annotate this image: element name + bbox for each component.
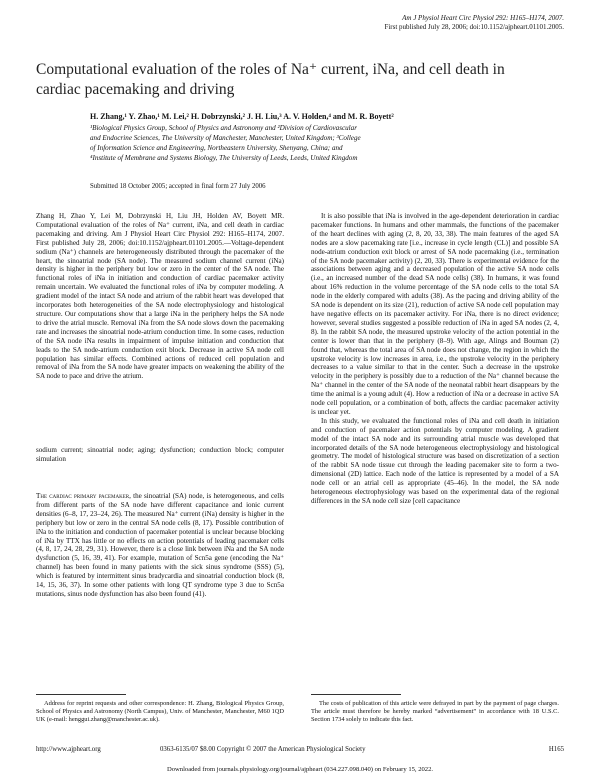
affiliation-line: ¹Biological Physics Group, School of Physics and Astronomy and ²Division of Cardiovascular — [90, 124, 357, 132]
journal-citation: Am J Physiol Heart Circ Physiol 292: H165–H174, 2007. — [402, 14, 564, 22]
first-published-line: First published July 28, 2006; doi:10.1152/ajpheart.01101.2005. — [384, 23, 564, 31]
intro-text: the sinoatrial (SA) node, is heterogeneous, and cells from different parts of the SA node have different capacitance and ionic current densities (6–8, 17, 23–24, 26). The measured Na⁺ current (iNa) density is higher in the periphery but low or zero in the central SA node cells (8, 17). Possible contribution of iNa to the initiation and conduction of pacemaker potential is unclear because blocking of iNa by TTX has little or no effects on action potentials of leading pacemaker cells (4, 8, 17, 24, 28, 29, 31). However, there is a close link between iNa and the SA node dysfunction (5, 16, 39, 41). For example, mutation of Scn5a gene (encoding the Na⁺ channel) has been found in many patients with the sick sinus syndrome (SSS) (5), which is featured by intermittent sinus bradycardia and sinoatrial conduction block (8, 14, 15, 36, 37). In some other patients with long QT syndrome type 3 due to Scn5a mutations, sinus node dysfunction has also been found (41). — [36, 492, 284, 598]
footnote-divider — [311, 694, 401, 695]
title-line-1: Computational evaluation of the roles of Na⁺ current, iNa, and cell death in — [36, 61, 505, 78]
abstract — [36, 212, 284, 381]
keywords — [36, 446, 284, 464]
body-paragraph: It is also possible that iNa is involved in the age-dependent deterioration in cardiac pacemaker functions. In humans and other mammals, the functions of the pacemaker of the heart declines with aging (2, 8, 20, 33, 38). The main features of the aged SA nodes are a slow pacemaking rate [i.e., increase in cycle length (CL)] and possible SA node-atrium conduction exit block or arrest of SA node pacemaking (i.e., termination of the SA node pacemaker activity) (2, 20, 33). There is experimental evidence for the associations between aging and a decreased population of the active SA node cells (i.e., an increased number of the dead SA node cells) (38). In humans, it was found about 16% reduction in the volume percentage of the SA node cells to the total SA node in the elderly compared with adults (38). As the pacing and driving ability of the SA node is dependent on its size (21), reduction of active SA node cell population may have negative effects on its pacemaker activity. For iNa, there is no direct evidence; however, several studies suggested a possible reduction of iNa in aged SA nodes (2, 4, 8). In the rabbit SA node, the measured upstroke velocity of the action potential in the center is lower than that in the periphery (8–9). With age, Alings and Bouman (2) found that, whereas the total area of SA node does not change, the region in which the upstroke velocity is low increases in area, i.e., the upstroke velocity in the periphery decreases to a value similar to that in the center. Such a decrease in the upstroke velocity in the periphery is possibly due to a reduction of the Na⁺ channel because the Na⁺ channel in the center of the SA node of the neonatal rabbit heart disappears by the time the animal is a young adult (4). How a reduction of iNa or a decrease in active SA node cell population, or a combination of both, affects the cardiac pacemaker activity is unclear yet. — [311, 212, 559, 416]
intro-paragraph — [36, 492, 284, 599]
download-notice: Downloaded from journals.physiology.org/journal/ajpheart (034.227.098.040) on February 15, 2022. — [166, 766, 434, 773]
section-lead: The cardiac primary pacemaker, — [36, 492, 131, 500]
keywords-text: sodium current; sinoatrial node; aging; dysfunction; conduction block; computer simulation — [36, 446, 284, 463]
page-charge-footnote: The costs of publication of this article were defrayed in part by the payment of page charges. The article must therefore be hereby marked “advertisement” in accordance with 18 U.S.C. Section 1734 solely to indicate this fact. — [311, 700, 559, 724]
abstract-text: Zhang H, Zhao Y, Lei M, Dobrzynski H, Liu JH, Holden AV, Boyett MR. Computational evaluation of the roles of Na⁺ current, iNa, and cell death in cardiac pacemaking and driving. Am J Physiol Heart Circ Physiol 292: H165–H174, 2007. First published July 28, 2006; doi:10.1152/ajpheart.01101.2005.—Voltage-dependent sodium (Na⁺) channels are heterogeneously distributed through the pacemaker of the heart, the sinoatrial node (SA node). The measured sodium channel current (iNa) density is higher in the periphery but low or zero in the center of the SA node. The functional roles of iNa in initiation and conduction of cardiac pacemaker activity remain uncertain. We evaluated the functional roles of iNa by computer modeling. A gradient model of the intact SA node and atrium of the rabbit heart was developed that incorporates both heterogeneities of the SA node electrophysiology and histological structure. Our computations show that a large iNa in the periphery helps the SA node to drive the atrial muscle. Removal iNa from the SA node slows down the pacemaking rate and increases the sinoatrial node-atrium conduction time. In some cases, reduction of the SA node iNa results in impairment of impulse initiation and conduction that leads to the SA node-atrium conduction exit block. Decrease in active SA node cell population has similar effects. Combined actions of reduced cell population and removal of iNa from the SA node have greater impacts on weakening the ability of the SA node to pace and drive the atrium. — [36, 212, 284, 381]
intro-left-column — [36, 492, 284, 599]
footnote-divider — [36, 694, 126, 695]
correspondence-footnote: Address for reprint requests and other correspondence: H. Zhang, Biological Physics Group, School of Physics and Astronomy (North Campus), Univ. of Manchester, Manchester, M60 1QD UK (e-mail: henggui.zhang@manchester.ac.uk). — [36, 700, 284, 724]
affiliation-line: and Endocrine Sciences, The University of Manchester, Manchester, United Kingdom; ³College — [90, 134, 361, 142]
right-column — [311, 212, 559, 506]
journal-header — [234, 14, 564, 32]
submission-dates: Submitted 18 October 2005; accepted in final form 27 July 2006 — [90, 183, 266, 190]
title-line-2: cardiac pacemaking and driving — [36, 81, 235, 98]
affiliation-line: ⁴Institute of Membrane and Systems Biology, The University of Leeds, Leeds, United Kingdom — [90, 154, 358, 162]
author-list: H. Zhang,¹ Y. Zhao,¹ M. Lei,² H. Dobrzynski,² J. H. Liu,³ A. V. Holden,⁴ and M. R. Boyett² — [90, 112, 394, 121]
copyright-line: 0363-6135/07 $8.00 Copyright © 2007 the American Physiological Society — [160, 746, 366, 753]
page-number: H165 — [548, 746, 564, 753]
affiliation-line: of Information Science and Engineering, Northeastern University, Shenyang, China; and — [90, 144, 343, 152]
affiliations — [90, 123, 560, 163]
article-title — [36, 60, 556, 100]
body-paragraph: In this study, we evaluated the functional roles of iNa and cell death in initiation and conduction of pacemaker action potentials by computer modeling. A gradient model of the intact SA node and its surrounding atrial muscle was developed that incorporated details of the SA node heterogeneous electrophysiology and histological geometry. The model of histological structure was based on discretization of a section of the rabbit SA node tissue cut through the leading pacemaker site to form a two-dimensional (2D) lattice. Each node of the lattice is represented by a model of a SA node cell or an atrial cell as appropriate (45–46). In the model, the SA node heterogeneous electrophysiology was based on the experimental data of the regional differences in the SA node cell size [cell capacitance — [311, 416, 559, 505]
journal-url[interactable]: http://www.ajpheart.org — [36, 746, 101, 753]
